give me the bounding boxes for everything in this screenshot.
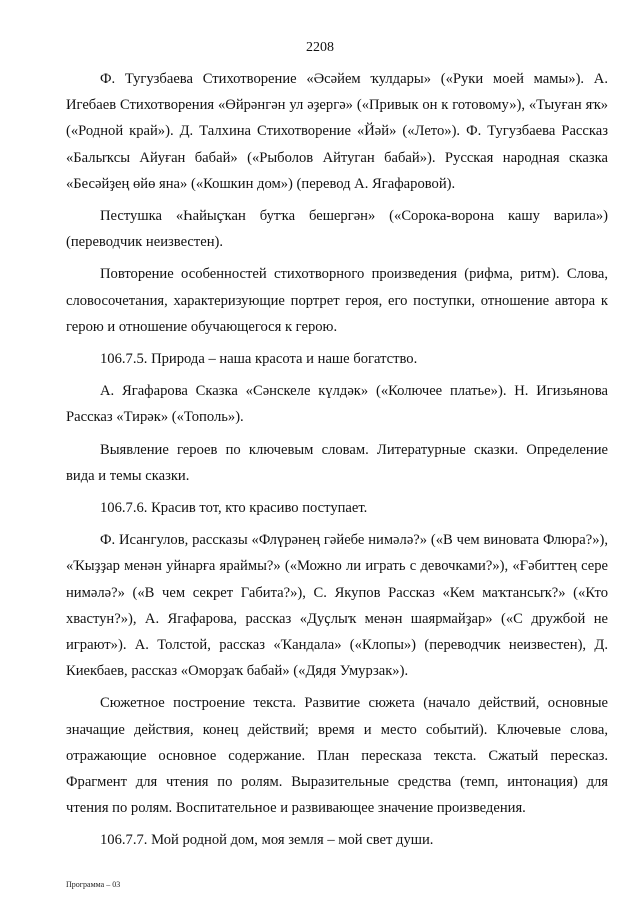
- paragraph-pestushka: Пестушка «Һайыҫҡан бутҡа бешергән» («Сорока-ворона кашу варила») (переводчик неизвестен).: [66, 208, 608, 251]
- section-heading-106-7-7: 106.7.7. Мой родной дом, моя земля – мой свет души.: [100, 832, 434, 849]
- page-footer: Программа – 03: [66, 880, 121, 889]
- section-heading-106-7-5: 106.7.5. Природа – наша красота и наше богатство.: [100, 351, 418, 368]
- paragraph-literature-list-2: А. Ягафарова Сказка «Сәнскеле күлдәк» («Колючее платье»). Н. Игизьянова Рассказ «Тирәк» («Тополь»).: [66, 383, 608, 426]
- paragraph-fairy-tales: Выявление героев по ключевым словам. Литературные сказки. Определение вида и темы сказки.: [66, 441, 608, 484]
- paragraph-poetry-features: Повторение особенностей стихотворного произведения (рифма, ритм). Слова, словосочетания, характеризующие портрет героя, его поступки, отношение автора к герою и отношение обучающегося к герою.: [66, 266, 608, 335]
- section-heading-106-7-6: 106.7.6. Красив тот, кто красиво поступает.: [100, 500, 368, 517]
- paragraph-literature-list-3: Ф. Исангулов, рассказы «Флүрәнең гәйебе нимәлә?» («В чем виновата Флюра?»), «Ҡыҙҙар менән уйнарға яраймы?» («Можно ли играть с девочками?»), «Ғәбиттең сере нимәлә?» («В чем секрет Габита?»), С. Якупов Рассказ «Кем маҡтансыҡ?» («Кто хвастун?»), А. Ягафарова, рассказ «Дуҫлыҡ менән шаярмайҙар» («С дружбой не играют»). А. Толстой, рассказ «Ҡандала» («Клопы») (переводчик неизвестен), Д. Киекбаев, рассказ «Оморҙаҡ бабай» («Дядя Умурзак»).: [66, 532, 608, 680]
- paragraph-plot-structure: Сюжетное построение текста. Развитие сюжета (начало действий, основные значащие действия, конец действий; время и место событий). Ключевые слова, отражающие основное содержание. План пересказа текста. Сжатый пересказ. Фрагмент для чтения по ролям. Выразительные средства (темп, интонация) для чтения по ролям. Воспитательное и развивающее значение произведения.: [66, 695, 608, 817]
- paragraph-literature-list-1: Ф. Тугузбаева Стихотворение «Әсәйем ҡулдары» («Руки моей мамы»). А. Игебаев Стихотворения «Өйрәнгән ул әҙергә» («Привык он к готовому»), «Тыуған яҡ» («Родной край»). Д. Талхина Стихотворение «Йәй» («Лето»). Ф. Тугузбаева Рассказ «Балыҡсы Айуған бабай» («Рыболов Айтуган бабай»). Русская народная сказка «Бесәйҙең өйө яна» («Кошкин дом») (перевод А. Ягафаровой).: [66, 71, 608, 192]
- page-number: 2208: [306, 40, 334, 55]
- page-body: [66, 66, 608, 854]
